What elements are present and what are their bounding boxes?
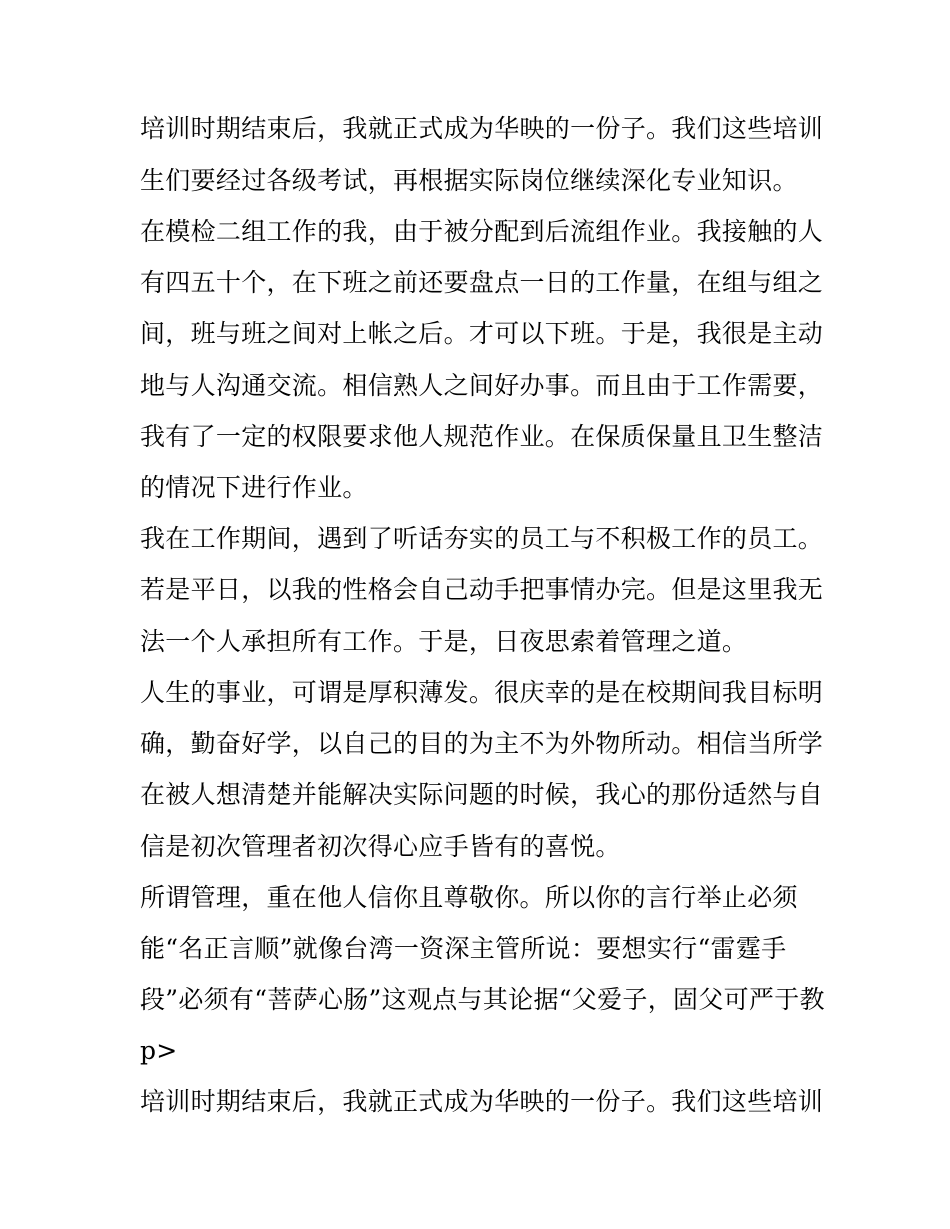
text-line: 能“名正言顺”就像台湾一资深主管所说：要想实行“雷霆手 xyxy=(140,934,787,963)
text-line: 我在工作期间，遇到了听话夯实的员工与不积极工作的员工。 xyxy=(140,524,824,553)
text-line: 人生的事业，可谓是厚积薄发。很庆幸的是在校期间我目标明 xyxy=(140,678,824,707)
text-line: 在模检二组工作的我，由于被分配到后流组作业。我接触的人 xyxy=(140,217,824,246)
text-line: 在被人想清楚并能解决实际问题的时候，我心的那份适然与自 xyxy=(140,780,824,809)
text-line: 段”必须有“菩萨心肠”这观点与其论据“父爱子，固父可严于教 xyxy=(140,985,825,1014)
text-line: 法一个人承担所有工作。于是，日夜思索着管理之道。 xyxy=(140,627,748,656)
text-line: 培训时期结束后，我就正式成为华映的一份子。我们这些培训 xyxy=(140,1087,824,1116)
text-line: 间，班与班之间对上帐之后。才可以下班。于是，我很是主动 xyxy=(140,319,824,348)
text-line: 的情况下进行作业。 xyxy=(140,473,368,502)
text-line: 地与人沟通交流。相信熟人之间好办事。而且由于工作需要， xyxy=(140,371,824,400)
text-line: 我有了一定的权限要求他人规范作业。在保质保量且卫生整洁 xyxy=(140,422,824,451)
text-line: 信是初次管理者初次得心应手皆有的喜悦。 xyxy=(140,832,621,861)
text-line: 若是平日，以我的性格会自己动手把事情办完。但是这里我无 xyxy=(140,575,824,604)
text-line: 生们要经过各级考试，再根据实际岗位继续深化专业知识。 xyxy=(140,166,798,195)
text-line: 确，勤奋好学，以自己的目的为主不为外物所动。相信当所学 xyxy=(140,729,824,758)
text-line: 所谓管理，重在他人信你且尊敬你。所以你的言行举止必须 xyxy=(140,883,798,912)
text-line: p> xyxy=(140,1036,178,1065)
text-line: 培训时期结束后，我就正式成为华映的一份子。我们这些培训 xyxy=(140,114,824,143)
text-line: 有四五十个，在下班之前还要盘点一日的工作量，在组与组之 xyxy=(140,268,824,297)
